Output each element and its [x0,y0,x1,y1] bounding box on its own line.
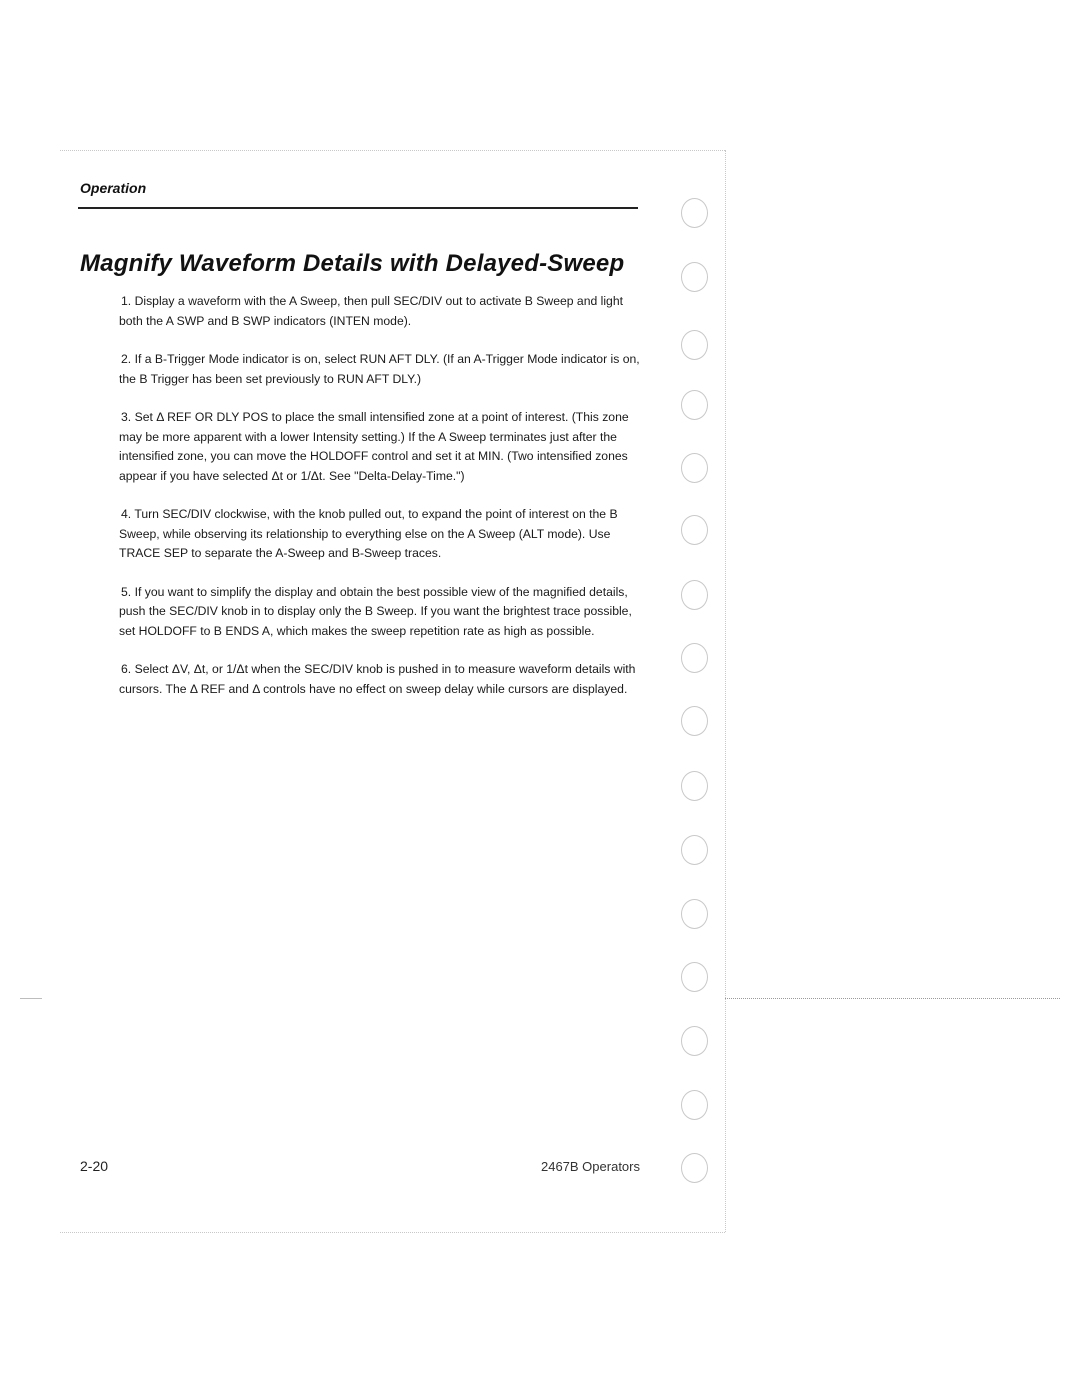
page-edge-mark [725,998,1060,999]
binder-hole [681,899,708,929]
step-number: 3. [121,410,132,424]
step-text: If a B-Trigger Mode indicator is on, select RUN AFT DLY. (If an A-Trigger Mode indicator is on, the B Trigger has been set previously to RUN AFT DLY.) [119,352,640,386]
step-text: If you want to simplify the display and obtain the best possible view of the magnified details, push the SEC/DIV knob in to display only the B Sweep. If you want the brightest trace possible, set HOLDOFF to B ENDS A, which makes the sweep repetition rate as high as possible. [119,584,632,638]
step-text: Turn SEC/DIV clockwise, with the knob pulled out, to expand the point of interest on the B Sweep, while observing its relationship to everything else on the A Sweep (ALT mode). Use TRACE SEP to separate the A-Sweep and B-Sweep traces. [119,507,618,560]
step-item [119,408,641,486]
step-number: 5. [121,584,132,599]
binder-hole [681,835,708,865]
step-list [119,292,641,718]
step-number: 1. [121,294,132,308]
step-item [119,660,641,699]
page-edge-mark-left [20,998,42,999]
binder-hole [681,330,708,360]
right-dotted-border [725,150,726,1232]
step-text: Set Δ REF OR DLY POS to place the small intensified zone at a point of interest. (This zone may be more apparent with a lower Intensity setting.) If the A Sweep terminates just after the intensified zone, you can move the HOLDOFF control and set it at MIN. (Two intensified zones appear if you have selected Δt or 1/Δt. See "Delta-Delay-Time.") [119,410,629,483]
step-item [119,583,641,642]
header-rule [78,207,638,209]
step-item [119,505,641,564]
step-item [119,292,641,331]
binder-hole [681,771,708,801]
step-number: 4. [121,507,132,521]
step-number: 2. [121,352,132,366]
bottom-dotted-border [60,1232,725,1233]
binder-hole [681,580,708,610]
step-text: Display a waveform with the A Sweep, then pull SEC/DIV out to activate B Sweep and light both the A SWP and B SWP indicators (INTEN mode). [119,294,624,328]
binder-hole [681,390,708,420]
binder-hole [681,706,708,736]
page-title: Magnify Waveform Details with Delayed-Sweep [80,250,625,277]
step-number: 6. [121,662,132,676]
binder-hole [681,962,708,992]
binder-hole [681,643,708,673]
manual-name: 2467B Operators [540,1159,640,1174]
step-text: Select ΔV, Δt, or 1/Δt when the SEC/DIV knob is pushed in to measure waveform details with cursors. The Δ REF and Δ controls have no effect on sweep delay while cursors are displayed. [119,662,636,696]
section-label: Operation [80,180,147,196]
binder-hole [681,1153,708,1183]
binder-hole [681,1090,708,1120]
binder-hole [681,1026,708,1056]
binder-hole [681,262,708,292]
binder-hole [681,198,708,228]
page-number: 2-20 [80,1158,109,1174]
top-dotted-border [60,150,725,151]
binder-hole [681,515,708,545]
binder-hole [681,453,708,483]
step-item [119,350,641,389]
